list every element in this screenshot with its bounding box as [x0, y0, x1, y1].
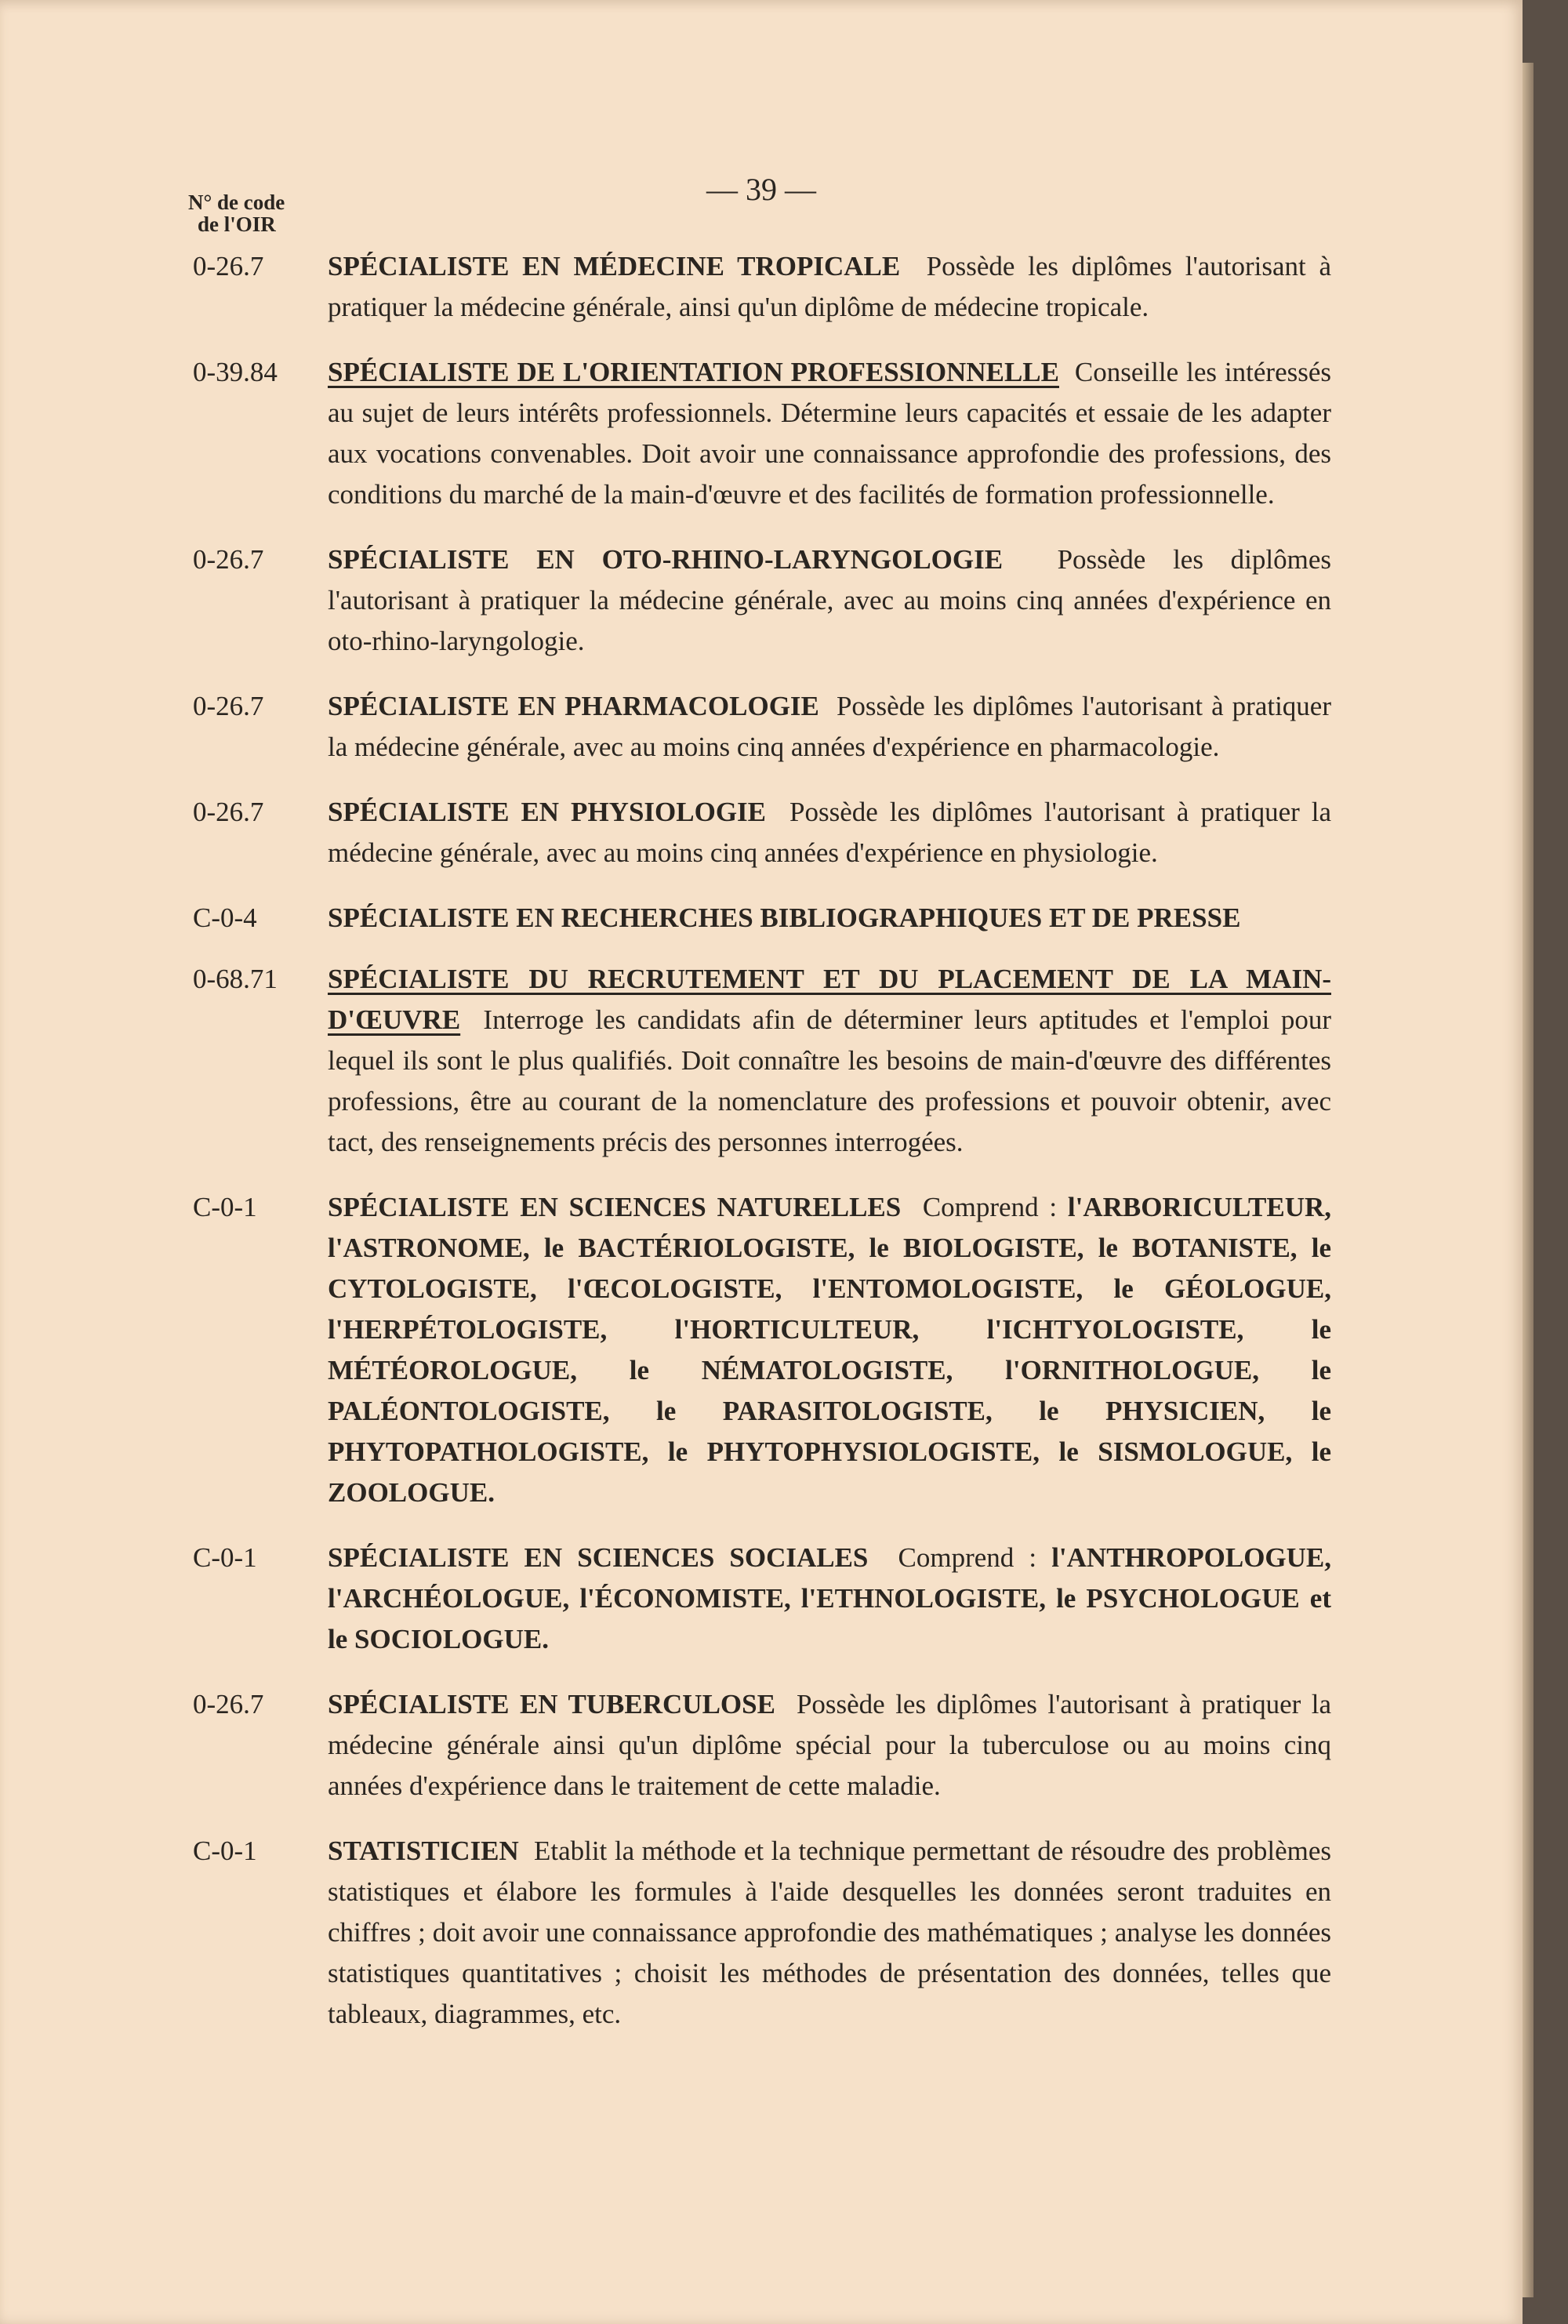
code-header-line2: de l'OIR — [198, 212, 276, 236]
entry-title: STATISTICIEN — [328, 1836, 519, 1866]
entry-title: SPÉCIALISTE EN PHARMACOLOGIE — [328, 691, 819, 721]
entry-list — [0, 246, 1523, 2059]
entry-text — [328, 898, 1331, 939]
entry-text — [328, 1187, 1331, 1513]
entry-text — [328, 352, 1331, 515]
entry-description: Possède les diplômes l'autorisant à pratiquer la médecine générale, avec au moins cinq années d'expérience en physiologie. — [328, 797, 1332, 868]
entry-code: 0-39.84 — [193, 357, 278, 387]
entry — [0, 246, 1523, 328]
entry-code: 0-26.7 — [193, 544, 264, 575]
entry-occupation-list: l'ANTHROPOLOGUE, l'ARCHÉOLOGUE, l'ÉCONOMISTE, l'ETHNOLOGISTE, le PSYCHOLOGUE et le SOCIOLOGUE. — [328, 1542, 1332, 1654]
entry-intro: Comprend : — [898, 1542, 1037, 1573]
entry-text — [328, 1538, 1331, 1660]
entry-text — [328, 1831, 1331, 2035]
entry-text — [328, 1684, 1331, 1807]
page-number: — 39 — — [706, 172, 816, 207]
entry — [0, 898, 1523, 939]
entry-code: C-0-1 — [193, 1836, 257, 1866]
entry-description: Possède les diplômes l'autorisant à pratiquer la médecine générale, avec au moins cinq années d'expérience en oto-rhino-laryngologie. — [328, 544, 1332, 656]
entry-text — [328, 959, 1331, 1163]
code-column-header — [188, 191, 345, 235]
entry-description: Possède les diplômes l'autorisant à pratiquer la médecine générale, avec au moins cinq années d'expérience en pharmacologie. — [328, 691, 1331, 762]
entry-code: 0-26.7 — [193, 797, 264, 827]
page-edge — [1523, 63, 1534, 2297]
entry — [0, 1538, 1523, 1660]
entry-code: 0-26.7 — [193, 691, 264, 721]
entry-description: Possède les diplômes l'autorisant à pratiquer la médecine générale, ainsi qu'un diplôme de médecine tropicale. — [328, 251, 1332, 322]
entry-description: Possède les diplômes l'autorisant à pratiquer la médecine générale ainsi qu'un diplôme spécial pour la tuberculose ou au moins cinq années d'expérience dans le traitement de cette maladie. — [328, 1689, 1331, 1801]
entry-title: SPÉCIALISTE DE L'ORIENTATION PROFESSIONNELLE — [328, 357, 1059, 387]
entry-code: 0-26.7 — [193, 251, 264, 281]
entry-code: C-0-1 — [193, 1192, 257, 1222]
entry-text — [328, 539, 1331, 662]
entry — [0, 1831, 1523, 2035]
entry-title: SPÉCIALISTE EN TUBERCULOSE — [328, 1689, 775, 1719]
entry — [0, 1187, 1523, 1513]
entry-title: SPÉCIALISTE EN PHYSIOLOGIE — [328, 797, 767, 827]
entry-title: SPÉCIALISTE EN RECHERCHES BIBLIOGRAPHIQUES ET DE PRESSE — [328, 902, 1241, 933]
entry-text — [328, 246, 1331, 328]
entry-description: Etablit la méthode et la technique permettant de résoudre des problèmes statistiques et élabore les formules à l'aide desquelles les données seront traduites en chiffres ; doit avoir une connaissance approfondie des mathématiques ; analyse les données statistiques quantitatives ; choisit les méthodes de présentation des données, telles que tableaux, diagrammes, etc. — [328, 1836, 1332, 2029]
entry-text — [328, 792, 1331, 873]
entry-intro: Comprend : — [922, 1192, 1058, 1222]
code-header-line1: N° de code — [188, 191, 285, 214]
entry-title: SPÉCIALISTE EN SCIENCES SOCIALES — [328, 1542, 869, 1573]
entry-code: 0-68.71 — [193, 964, 278, 994]
entry-title: SPÉCIALISTE EN SCIENCES NATURELLES — [328, 1192, 902, 1222]
entry-description: Conseille les intéressés au sujet de leurs intérêts professionnels. Détermine leurs capacités et essaie de les adapter aux vocations convenables. Doit avoir une connaissance approfondie des professions, des conditions du marché de la main-d'œuvre et des facilités de formation professionnelle. — [328, 357, 1331, 510]
entry-code: 0-26.7 — [193, 1689, 264, 1719]
entry-title: SPÉCIALISTE DU RECRUTEMENT ET DU PLACEMENT DE LA MAIN-D'ŒUVRE — [328, 964, 1331, 1035]
entry-title: SPÉCIALISTE EN OTO-RHINO-LARYNGOLOGIE — [328, 544, 1004, 575]
entry — [0, 792, 1523, 873]
entry-occupation-list: l'ARBORICULTEUR, l'ASTRONOME, le BACTÉRIOLOGISTE, le BIOLOGISTE, le BOTANISTE, le CYTOLOGISTE, l'ŒCOLOGISTE, l'ENTOMOLOGISTE, le GÉOLOGUE, l'HERPÉTOLOGISTE, l'HORTICULTEUR, l'ICHTYOLOGISTE, le MÉTÉOROLOGUE, le NÉMATOLOGISTE, l'ORNITHOLOGUE, le PALÉONTOLOGISTE, le PARASITOLOGISTE, le PHYSICIEN, le PHYTOPATHOLOGISTE, le PHYTOPHYSIOLOGISTE, le SISMOLOGUE, le ZOOLOGUE. — [328, 1192, 1332, 1508]
entry — [0, 539, 1523, 662]
entry — [0, 1684, 1523, 1807]
entry — [0, 959, 1523, 1163]
entry-title: SPÉCIALISTE EN MÉDECINE TROPICALE — [328, 251, 901, 281]
entry — [0, 686, 1523, 768]
entry — [0, 352, 1523, 515]
entry-text — [328, 686, 1331, 768]
entry-code: C-0-4 — [193, 902, 257, 933]
entry-code: C-0-1 — [193, 1542, 257, 1573]
entry-description: Interroge les candidats afin de déterminer leurs aptitudes et l'emploi pour lequel ils sont le plus qualifiés. Doit connaître les besoins de main-d'œuvre des différentes professions, être au courant de la nomenclature des professions et pouvoir obtenir, avec tact, des renseignements précis des personnes interrogées. — [328, 1004, 1331, 1157]
